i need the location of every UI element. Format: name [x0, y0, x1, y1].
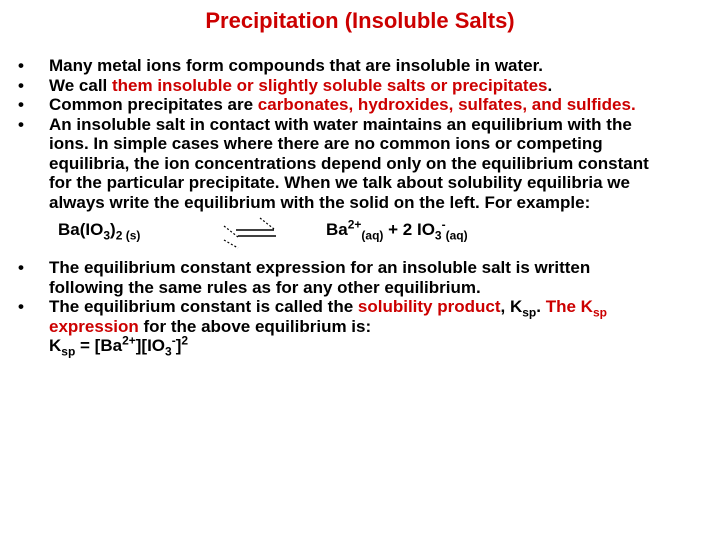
bullet-dot-icon: •	[18, 75, 24, 95]
highlight-text: them insoluble or slightly soluble salts or precipitates	[112, 75, 548, 95]
bullet-item-2	[18, 76, 658, 96]
highlight-text: solubility product	[357, 297, 501, 316]
bullet-text: The equilibrium constant is called the	[49, 297, 358, 316]
bullet-text: .	[547, 75, 553, 95]
bullet-item-1	[18, 56, 658, 76]
bullet-text: We call	[49, 75, 112, 95]
equation-products: $Ba^{2+}_{(aq)} + 2$ $IO_3^-_{(aq)}$	[326, 217, 468, 243]
bullet-dot-icon: •	[18, 297, 24, 316]
bullet-dot-icon: •	[18, 114, 24, 134]
highlight-text: carbonates, hydroxides, sulfates, and sulfides.	[257, 95, 636, 114]
bullet-text: Many metal ions form compounds that are insoluble in water.	[49, 56, 544, 75]
bullet-item-4	[18, 115, 658, 213]
bullet-dot-icon: •	[18, 258, 24, 277]
equation-reactant: $Ba(IO_3)_{2 (s)}$	[58, 220, 141, 243]
ksp-expression: $K_{sp} = [Ba^{2+}][IO_3^-]^2$	[49, 333, 189, 359]
bullet-item-6: • The equilibrium constant is called the solubility product, $K_{sp}$. The $K_{sp}$ expression for the above equilibrium is:	[18, 297, 607, 336]
bullet-text: The equilibrium constant expression for an insoluble salt is written following the same rules as for any other equilibrium.	[49, 258, 591, 297]
slide-title: Precipitation (Insoluble Salts)	[205, 8, 515, 33]
bullet-text: An insoluble salt in contact with water maintains an equilibrium with the ions. In simple cases where there are no common ions or competing equilibria, the ion concentrations depend only on the equilibrium constant for the particular precipitate. When we talk about solubility equilibria we always write the equilibrium with the solid on the left. For example:	[49, 114, 649, 212]
equilibrium-equation	[18, 212, 658, 258]
equilibrium-arrow-icon	[216, 212, 296, 252]
bullet-item-3	[18, 95, 658, 115]
bullet-dot-icon: •	[18, 95, 24, 114]
bullet-text: for the above equilibrium is:	[138, 316, 372, 336]
bullet-text: Common precipitates are	[49, 95, 258, 114]
bullet-item-5	[18, 258, 658, 297]
bullet-list	[18, 56, 658, 359]
highlight-text: The $K_{sp}$ expression	[49, 297, 607, 336]
bullet-dot-icon: •	[18, 56, 24, 75]
